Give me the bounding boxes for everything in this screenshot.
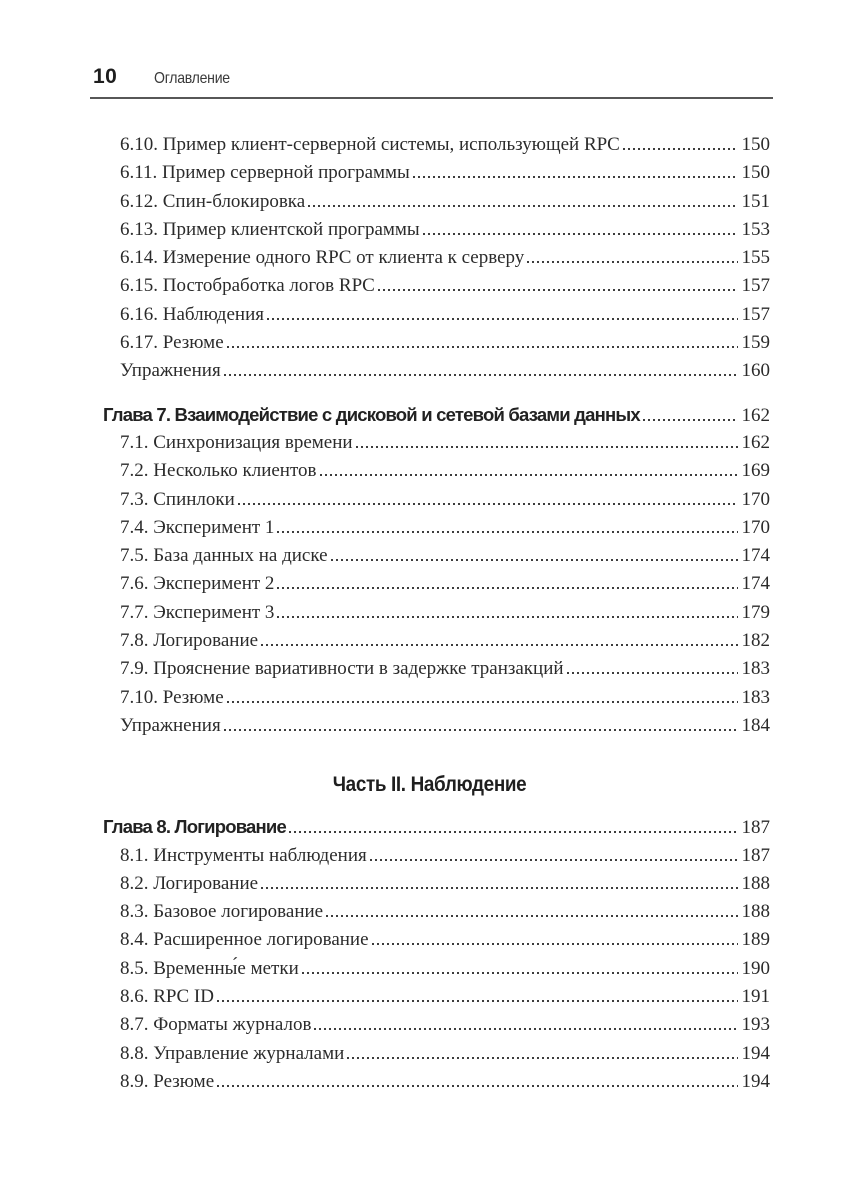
toc-entry-row-title: 8.5. Временны́е метки (120, 957, 299, 979)
toc-entry-row-title: 8.4. Расширенное логирование (120, 929, 369, 951)
toc-entry-row-page-number: 194 (741, 1070, 770, 1092)
toc-entry-row (90, 159, 770, 187)
toc-entry-row-title: 7.8. Логирование (120, 630, 259, 652)
running-header-row (90, 66, 773, 88)
toc-entry-row-title: 6.14. Измерение одного RPC от клиента к серверу (120, 247, 525, 269)
toc-entry-row-page-number: 169 (741, 460, 770, 482)
toc-entry-row-title: 7.1. Синхронизация времени (120, 431, 353, 453)
toc-entry-row (90, 1040, 770, 1068)
toc-entry-row-title: 8.3. Базовое логирование (120, 901, 324, 923)
dot-leader (261, 644, 737, 646)
toc-entry-row (90, 870, 770, 898)
dot-leader (217, 1085, 737, 1087)
dot-leader (643, 419, 738, 421)
dot-leader (267, 318, 738, 320)
toc-chapter-row (90, 813, 770, 841)
toc-entry-row-title: 7.2. Несколько клиентов (120, 460, 317, 482)
toc-entry-row (90, 272, 770, 300)
toc-chapter-row (90, 401, 770, 429)
toc-entry-row-title: 6.17. Резюме (120, 332, 224, 354)
part-heading (90, 770, 770, 800)
toc-entry-row-page-number: 182 (741, 630, 770, 652)
toc-entry-row-title: 8.1. Инструменты наблюдения (120, 844, 367, 866)
dot-leader (527, 261, 737, 263)
toc-entry-row (90, 983, 770, 1011)
dot-leader (413, 176, 738, 178)
toc-entry-row (90, 955, 770, 983)
toc-entry-row-page-number: 170 (741, 488, 770, 510)
dot-leader (227, 346, 738, 348)
toc-entry-row-title: 7.9. Прояснение вариативности в задержке транзакций (120, 658, 564, 680)
part-heading-label: Часть II. Наблюдение (333, 773, 527, 797)
toc-entry-row (90, 842, 770, 870)
toc-entry-row (90, 244, 770, 272)
toc-entry-row-page-number: 183 (741, 686, 770, 708)
dot-leader (238, 503, 738, 505)
toc-entry-row-title: 8.8. Управление журналами (120, 1042, 345, 1064)
dot-leader (277, 616, 737, 618)
toc-entry-row (90, 627, 770, 655)
toc-entry-row (90, 898, 770, 926)
dot-leader (277, 587, 737, 589)
toc-entry-row-title: 7.7. Эксперимент 3 (120, 601, 275, 623)
toc-chapter-row-page-number: 162 (741, 404, 770, 426)
dot-leader (314, 1028, 737, 1030)
toc-entry-row-page-number: 170 (741, 516, 770, 538)
toc-entry-row-page-number: 162 (741, 431, 770, 453)
toc-entry-row-page-number: 157 (741, 275, 770, 297)
toc-entry-row-page-number: 183 (741, 658, 770, 680)
toc-entry-row (90, 926, 770, 954)
toc-entry-row (90, 1011, 770, 1039)
dot-leader (217, 1000, 738, 1002)
toc-entry-row (90, 570, 770, 598)
toc-entry-row-page-number: 194 (741, 1042, 770, 1064)
toc-entry-row (90, 599, 770, 627)
toc-entry-row-page-number: 153 (741, 218, 770, 240)
dot-leader (370, 859, 738, 861)
toc-entry-row (90, 329, 770, 357)
folio-page-number: 10 (93, 65, 118, 88)
toc-entry-row-title: 8.9. Резюме (120, 1070, 215, 1092)
dot-leader (224, 729, 738, 731)
toc-entry-row (90, 357, 770, 385)
toc-entry-row (90, 301, 770, 329)
dot-leader (227, 701, 738, 703)
toc-entry-row-page-number: 155 (741, 247, 770, 269)
toc-chapter-row-title: Глава 8. Логирование (103, 816, 286, 838)
toc-entry-row-page-number: 179 (741, 601, 770, 623)
toc-entry-row-page-number: 160 (741, 360, 770, 382)
dot-leader (378, 289, 738, 291)
toc-entry-row-page-number: 188 (741, 872, 770, 894)
dot-leader (320, 474, 738, 476)
dot-leader (356, 446, 738, 448)
dot-leader (567, 672, 738, 674)
toc-entry-row (90, 514, 770, 542)
dot-leader (326, 915, 737, 917)
toc-group (90, 131, 770, 386)
toc-chapter-row-title: Глава 7. Взаимодействие с дисковой и сетевой базами данных (103, 403, 640, 425)
toc-entry-row-page-number: 151 (741, 190, 770, 212)
running-header (90, 0, 773, 99)
toc-entry-row-title: 7.3. Спинлоки (120, 488, 235, 510)
toc-entry-row (90, 712, 770, 740)
toc-entry-row-page-number: 174 (741, 545, 770, 567)
toc-entry-row (90, 486, 770, 514)
dot-leader (623, 148, 738, 150)
toc-entry-row-page-number: 150 (741, 134, 770, 155)
toc-entry-row (90, 542, 770, 570)
toc-entry-row-title: Упражнения (120, 360, 221, 382)
toc-entry-row-page-number: 174 (741, 573, 770, 595)
toc-entry-row (90, 684, 770, 712)
table-of-contents (90, 99, 770, 1096)
toc-entry-row-page-number: 189 (741, 929, 770, 951)
toc-entry-row-page-number: 150 (741, 162, 770, 184)
toc-entry-row-page-number: 157 (741, 303, 770, 325)
dot-leader (277, 531, 737, 533)
toc-entry-row-page-number: 159 (741, 332, 770, 354)
dot-leader (261, 887, 737, 889)
toc-entry-row-title: 6.16. Наблюдения (120, 303, 264, 325)
toc-entry-row (90, 1068, 770, 1096)
dot-leader (331, 559, 738, 561)
dot-leader (372, 943, 738, 945)
toc-entry-row-title: 7.6. Эксперимент 2 (120, 573, 275, 595)
toc-entry-row-title: 6.13. Пример клиентской программы (120, 218, 420, 240)
toc-entry-row (90, 131, 770, 159)
toc-entry-row-title: Упражнения (120, 714, 221, 736)
toc-entry-row-title: 7.5. База данных на диске (120, 545, 328, 567)
toc-entry-row-page-number: 184 (741, 714, 770, 736)
dot-leader (423, 233, 738, 235)
toc-entry-row (90, 188, 770, 216)
dot-leader (224, 374, 738, 376)
toc-entry-row-page-number: 188 (741, 901, 770, 923)
dot-leader (289, 831, 738, 833)
toc-entry-row-title: 6.10. Пример клиент-серверной системы, использующей RPC (120, 134, 620, 155)
toc-entry-row-page-number: 193 (741, 1014, 770, 1036)
toc-group (90, 401, 770, 741)
toc-entry-row (90, 216, 770, 244)
toc-group (90, 813, 770, 1096)
toc-entry-row (90, 457, 770, 485)
toc-chapter-row-page-number: 187 (741, 817, 770, 839)
toc-entry-row (90, 429, 770, 457)
toc-entry-row-title: 8.2. Логирование (120, 872, 259, 894)
toc-entry-row-title: 7.10. Резюме (120, 686, 224, 708)
dot-leader (302, 972, 738, 974)
toc-entry-row-title: 7.4. Эксперимент 1 (120, 516, 275, 538)
running-header-title: Оглавление (154, 70, 231, 87)
toc-entry-row-title: 6.15. Постобработка логов RPC (120, 275, 375, 297)
toc-entry-row-page-number: 187 (741, 844, 770, 866)
toc-entry-row-title: 8.6. RPC ID (120, 986, 214, 1008)
toc-entry-row-title: 6.11. Пример серверной программы (120, 162, 410, 184)
toc-entry-row (90, 655, 770, 683)
toc-entry-row-page-number: 191 (741, 986, 770, 1008)
dot-leader (308, 205, 737, 207)
toc-entry-row-title: 8.7. Форматы журналов (120, 1014, 312, 1036)
toc-entry-row-page-number: 190 (741, 957, 770, 979)
dot-leader (347, 1057, 737, 1059)
toc-entry-row-title: 6.12. Спин-блокировка (120, 190, 306, 212)
